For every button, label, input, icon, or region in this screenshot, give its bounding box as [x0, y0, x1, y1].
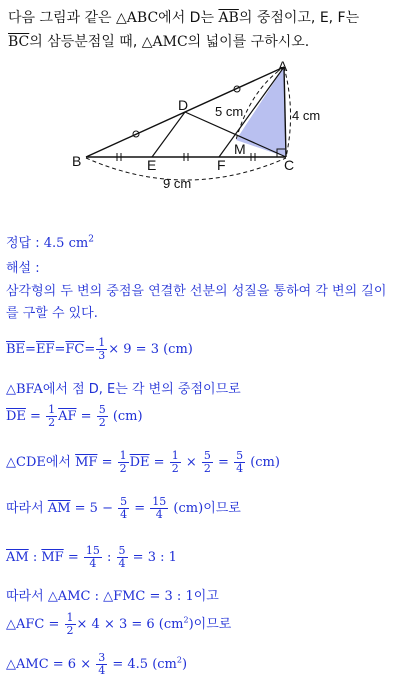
triangle-figure: [0, 52, 400, 190]
denominator: 2: [66, 624, 74, 637]
step-3: [6, 404, 143, 429]
numerator: 1: [66, 611, 74, 624]
numerator: 15: [152, 495, 167, 508]
answer-label: 정답 :: [6, 236, 40, 251]
step-7-prefix: 따라서: [6, 589, 48, 604]
fraction: [84, 545, 102, 570]
length-bc: 9 cm: [163, 176, 192, 190]
segment-ab: $\overline{AB}$: [218, 10, 239, 26]
step-8-suffix: 이므로: [193, 617, 232, 632]
question-line-1: [8, 6, 394, 30]
numerator: 5: [98, 403, 106, 416]
numerator: 1: [48, 403, 56, 416]
numerator: 5: [118, 544, 126, 557]
label-a: A: [278, 58, 288, 74]
step-5-prefix: 따라서: [6, 501, 48, 516]
numerator: 1: [98, 336, 106, 349]
explain-text: 삼각형의 두 변의 중점을 연결한 선분의 성질을 통하여 각 변의 길이를 구할 수 있다.: [6, 284, 387, 321]
step-7-suffix: 이고: [193, 589, 219, 604]
fraction: [170, 450, 181, 475]
triangle-abc: △ABC: [116, 10, 159, 26]
denominator: 4: [155, 508, 163, 521]
numerator: 1: [171, 449, 179, 462]
numerator: 5: [236, 449, 244, 462]
equals-sign: =: [76, 409, 96, 424]
numerator: 5: [120, 495, 128, 508]
equals-sign: =: [84, 342, 96, 357]
triangle-amc: △AMC: [141, 34, 188, 50]
denominator: 2: [203, 462, 211, 475]
fraction: [96, 337, 107, 362]
seg-de: $\overline{DE}$: [129, 455, 150, 470]
step-9-rest: = 4.5 (cm: [108, 657, 177, 672]
exponent: 2: [183, 615, 189, 625]
exponent: 2: [176, 655, 182, 665]
answer-value: 4.5 cm: [43, 236, 89, 251]
step-6-rest: = 3 : 1: [128, 550, 177, 565]
step-6: $\overline{AM}$ : $\overline{MF}$ = $\frac{15}{4}$ : $\frac{5}{4}$ = 3 : 1: [6, 544, 177, 570]
fraction: [202, 450, 213, 475]
denominator: 2: [48, 416, 56, 429]
question-part: 의 넓이를 구하시오.: [187, 34, 310, 50]
step-7-expr: △AMC : △FMC = 3 : 1: [47, 589, 194, 604]
question-line-2: [8, 30, 394, 54]
seg-am: $\overline{AM}$: [47, 501, 71, 516]
equals-sign: =: [25, 342, 36, 357]
fraction: [118, 450, 129, 475]
question-part: 의 삼등분점일 때,: [29, 34, 142, 50]
step-5-suffix: 이므로: [203, 501, 241, 516]
triangle-bfa: △BFA: [6, 382, 43, 397]
label-m: M: [234, 141, 246, 157]
denominator: 4: [98, 664, 106, 677]
step-4-text: 에서: [45, 455, 76, 470]
seg-be: $\overline{BE}$: [6, 342, 26, 357]
answer-exponent: 2: [88, 234, 94, 245]
numerator: 15: [85, 544, 100, 557]
numerator: 1: [119, 449, 127, 462]
fraction: [117, 545, 128, 570]
segment-bc: $\overline{BC}$: [8, 34, 30, 50]
label-b: B: [72, 153, 82, 169]
denominator: 4: [89, 557, 97, 570]
fraction: [150, 496, 168, 521]
step-5: 따라서 $\overline{AM} = 5$ − $\frac{5}{4}$ = $\frac{15}{4}$ (cm)이므로: [6, 495, 241, 521]
label-f: F: [217, 157, 226, 173]
denominator: 4: [236, 462, 244, 475]
step-8-lhs: △AFC =: [6, 617, 64, 632]
seg-mf: $\overline{MF}$: [41, 550, 64, 565]
seg-fc: $\overline{FC}$: [65, 342, 85, 357]
label-d: D: [178, 97, 189, 113]
denominator: 2: [171, 462, 179, 475]
step-9-lhs: △AMC = 6 ×: [6, 657, 96, 672]
equals-sign: =: [54, 342, 66, 357]
length-ac: 4 cm: [292, 108, 321, 123]
fraction: [234, 450, 245, 475]
fraction: [118, 496, 129, 521]
numerator: 3: [98, 651, 106, 664]
step-2: [6, 378, 241, 397]
question-text: [8, 6, 394, 54]
seg-ef: $\overline{EF}$: [35, 342, 55, 357]
fraction: [46, 404, 57, 429]
numerator: 5: [203, 449, 211, 462]
unit: (cm): [250, 455, 280, 470]
denominator: 2: [98, 416, 106, 429]
step-1-rest: × 9 = 3 (cm): [108, 342, 193, 357]
seg-mf: $\overline{MF}$: [75, 455, 98, 470]
unit: (cm): [112, 409, 143, 424]
answer-line: [6, 232, 94, 251]
equals-sign: =: [25, 409, 46, 424]
label-c: C: [284, 157, 295, 173]
paren-close: ): [181, 657, 188, 672]
denominator: 4: [120, 508, 128, 521]
seg-am: $\overline{AM}$: [6, 550, 29, 565]
fraction: [97, 404, 108, 429]
step-8: [6, 612, 231, 637]
fraction: [96, 652, 107, 677]
seg-af: $\overline{AF}$: [58, 409, 77, 424]
triangle-cde: △CDE: [6, 455, 46, 470]
seg-de: $\overline{DE}$: [6, 409, 26, 424]
denominator: 2: [119, 462, 127, 475]
explain-label: 해설 :: [6, 261, 40, 276]
question-part: 다음 그림과 같은: [8, 10, 117, 26]
length-am: 5 cm: [215, 104, 244, 119]
step-9: [6, 652, 187, 677]
denominator: 4: [118, 557, 126, 570]
step-5-mid: = 5 −: [70, 501, 118, 516]
unit: (cm): [173, 501, 204, 516]
step-8-rest: × 4 × 3 = 6 (cm: [76, 617, 184, 632]
label-e: E: [147, 157, 157, 173]
step-4: △CDE에서 $\overline{MF}$ = $\frac{1}{2}$ $\overline{DE}$ = $\frac{1}{2}$ × $\frac{5}{2}$ = $\frac{5}{4}$ (cm): [6, 449, 280, 475]
step-2-text: 에서 점 D, E는 각 변의 중점이므로: [42, 382, 241, 397]
denominator: 3: [98, 349, 106, 362]
question-part: 에서 D는: [158, 10, 219, 26]
fraction: [65, 612, 76, 637]
step-7: [6, 585, 219, 604]
paren-close: ): [188, 617, 194, 632]
step-1: [6, 337, 193, 362]
question-part: 의 중점이고, E, F는: [238, 10, 360, 26]
